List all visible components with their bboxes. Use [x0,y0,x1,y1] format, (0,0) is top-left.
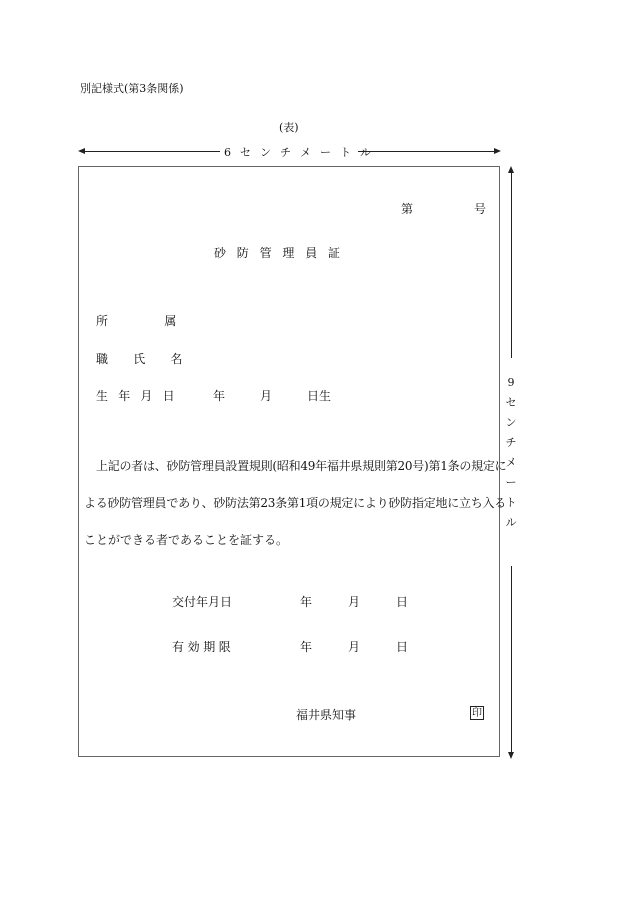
body-line: 上記の者は、砂防管理員設置規則(昭和49年福井県規則第20号)第1条の規定に [96,459,507,473]
issue-day: 日 [396,595,409,609]
expiry-day: 日 [396,640,409,654]
arrow-right-icon [494,148,501,154]
height-char: メ [505,456,517,469]
side-label: (表) [279,121,299,134]
dimension-line [358,151,494,152]
arrow-down-icon [508,752,514,759]
dimension-line [84,151,220,152]
dimension-line [511,172,512,358]
issue-year: 年 [300,595,313,609]
issue-month: 月 [348,595,361,609]
number-suffix: 号 [474,202,487,216]
issuer: 福井県知事 [296,708,357,722]
width-label: 6 セ ン チ メ ー ト ル [224,146,374,159]
birth-day: 日生 [307,389,332,403]
issue-date-label: 交付年月日 [172,595,233,609]
height-char: ー [505,476,517,489]
dimension-line [511,566,512,752]
birth-month: 月 [260,389,273,403]
height-char: ト [505,496,517,509]
height-char: ル [505,516,517,529]
birth-label: 生年月日 [96,389,185,403]
body-line: ことができる者であることを証する。 [84,533,289,547]
height-char: ン [505,416,517,429]
form-title: 別記様式(第3条関係) [80,82,184,95]
expiry-month: 月 [348,640,361,654]
number-prefix: 第 [401,202,414,216]
seal-stamp: 印 [472,708,482,719]
height-char: セ [505,396,517,409]
body-line: よる砂防管理員であり、砂防法第23条第1項の規定により砂防指定地に立ち入る [84,496,507,510]
card-title: 砂防管理員証 [214,246,351,260]
affiliation-label: 所属 [96,314,233,328]
birth-year: 年 [213,389,226,403]
height-char: チ [505,436,517,449]
height-char: 9 [507,376,515,389]
expiry-year: 年 [300,640,313,654]
position-name-label: 職氏名 [96,352,208,366]
expiry-label: 有効期限 [172,640,235,654]
